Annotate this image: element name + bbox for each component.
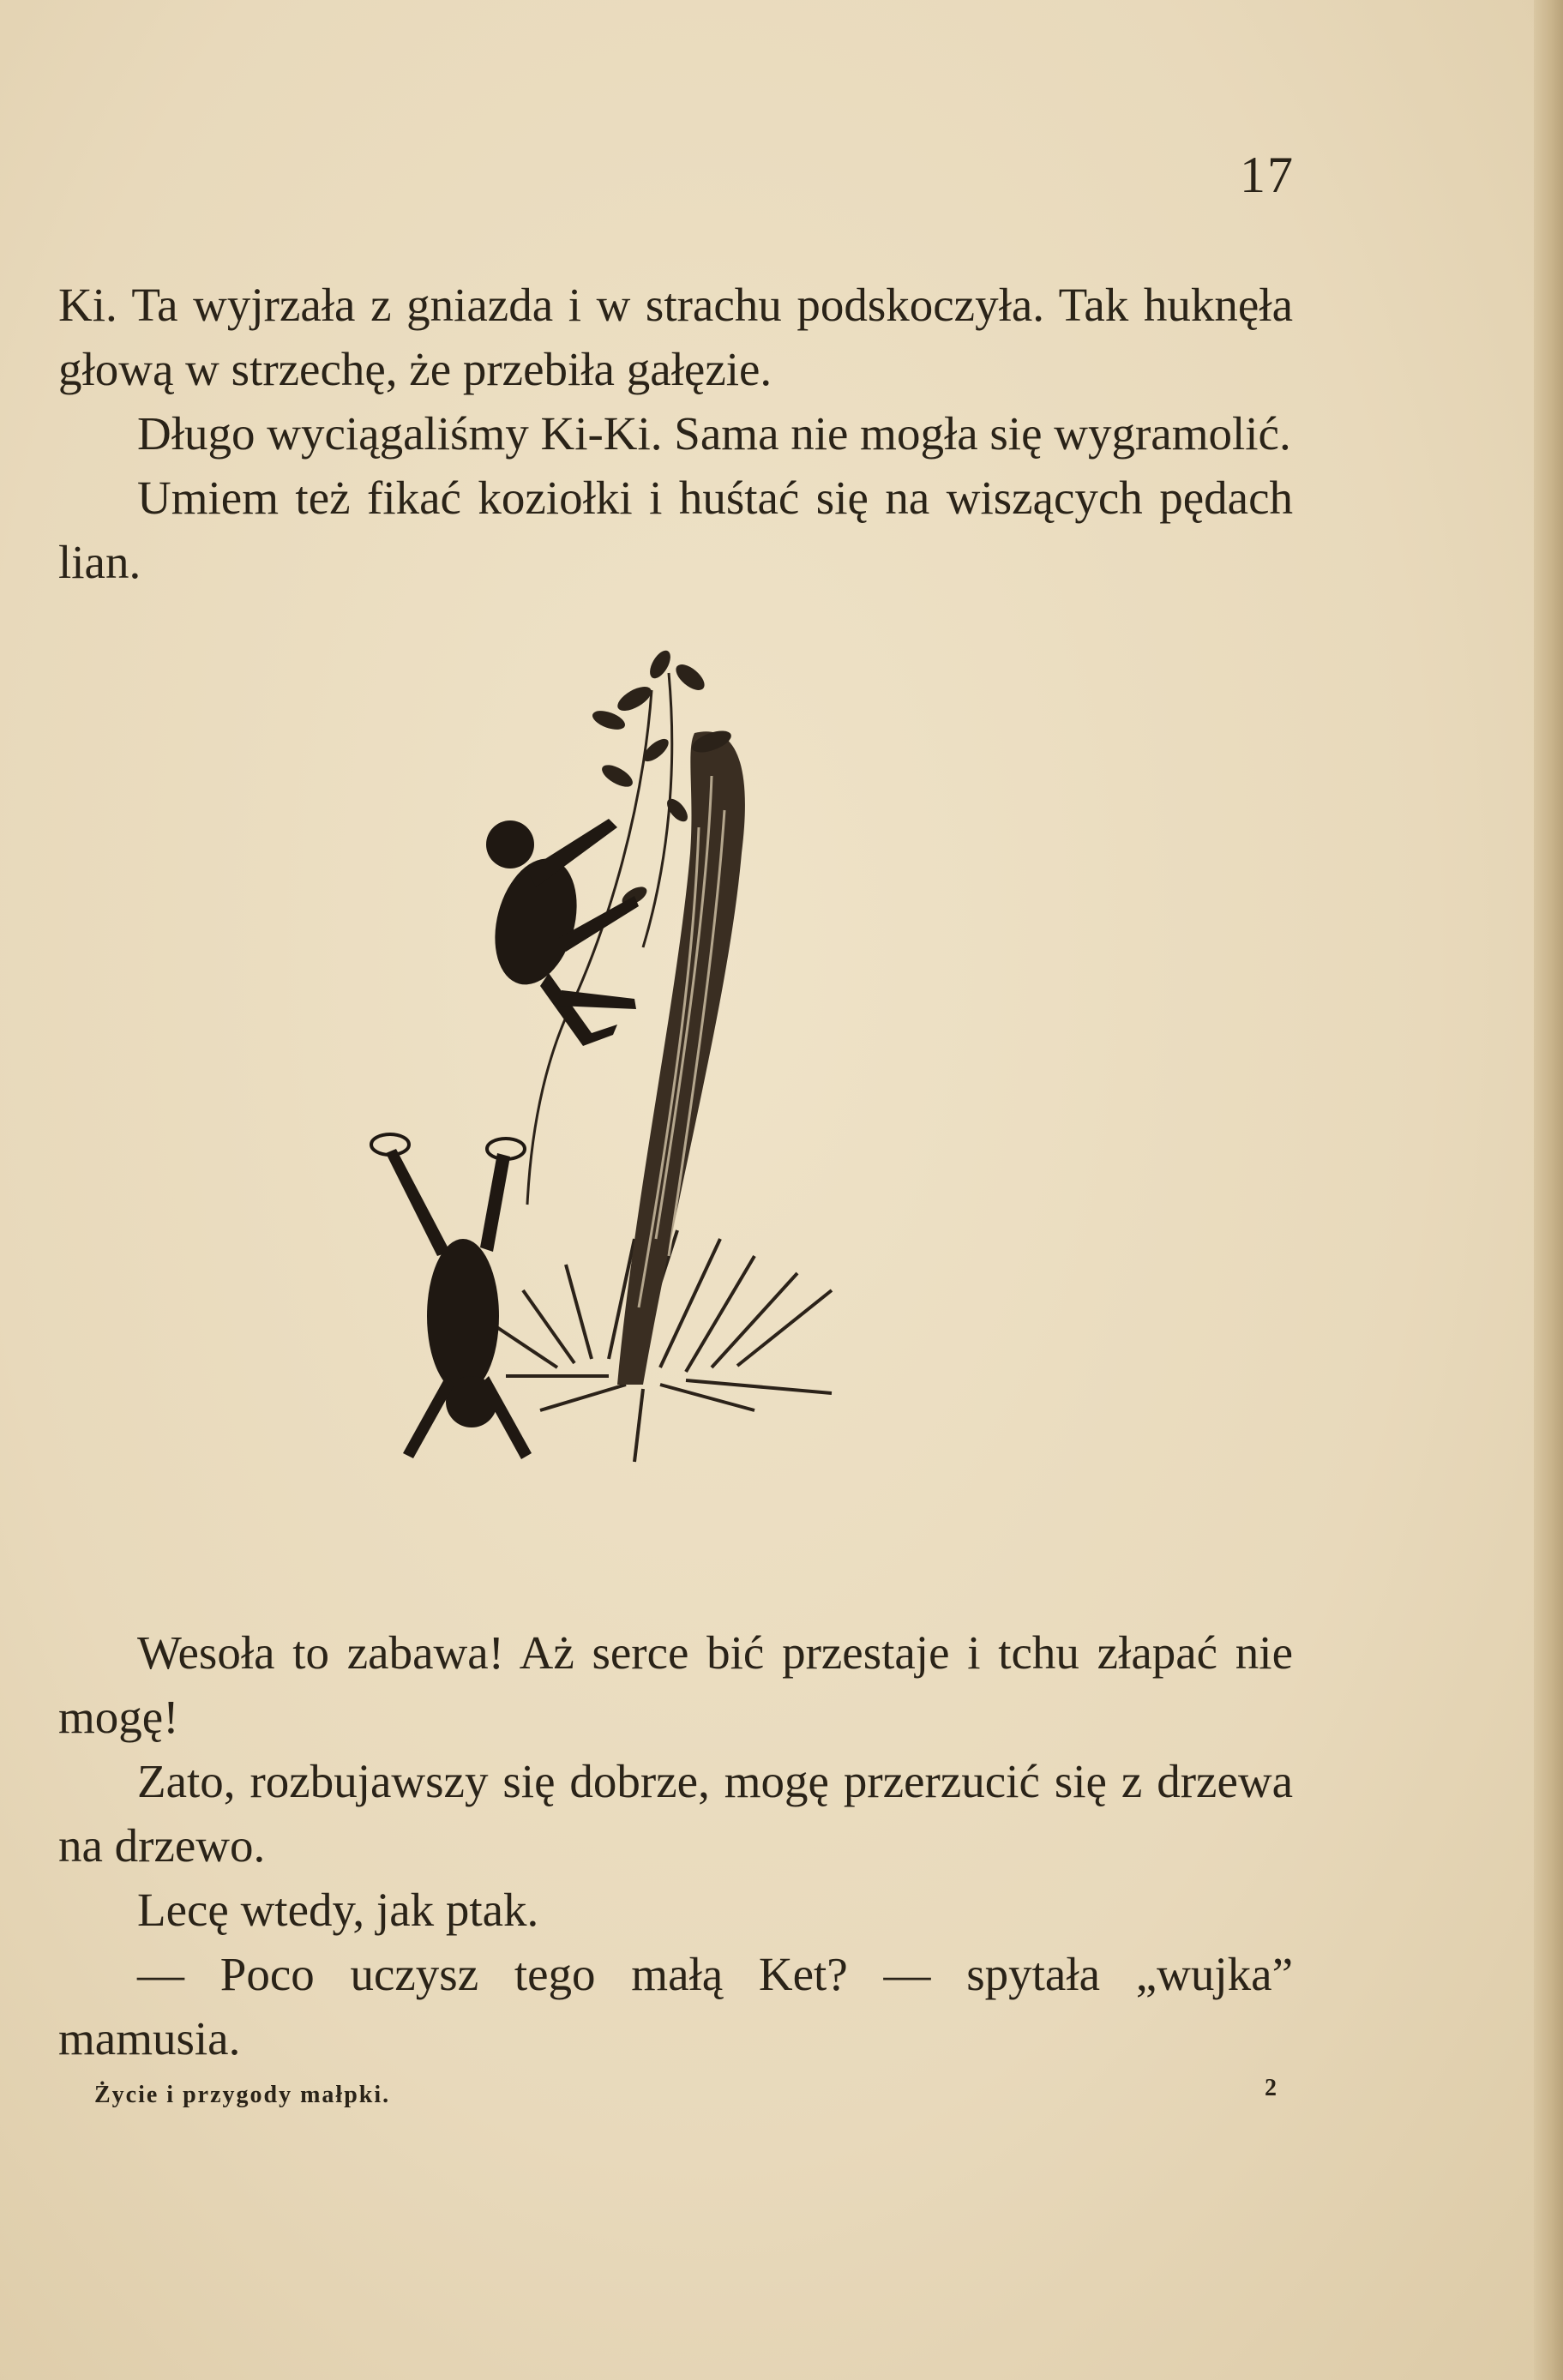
text-block-top xyxy=(58,273,1293,594)
paragraph: Długo wyciągaliśmy Ki-Ki. Sama nie mogła się wygramolić. xyxy=(137,407,1291,460)
page-number: 17 xyxy=(1240,147,1295,203)
tumbling-monkey xyxy=(371,1134,532,1459)
footer-book-title: Życie i przygody małpki. xyxy=(94,2082,391,2108)
paragraph: Wesoła to zabawa! Aż serce bić przestaje i tchu złapać nie mogę! xyxy=(58,1626,1293,1743)
paragraph: — Poco uczysz tego małą Ket? — spytała „wujka” mamusia. xyxy=(58,1948,1293,2064)
paragraph: Ki. Ta wyjrzała z gniazda i w strachu podskoczyła. Tak huknęła głową w strzechę, że przebiła gałęzie. xyxy=(58,279,1293,395)
tree-trunk xyxy=(617,731,745,1385)
climbing-monkey xyxy=(482,819,639,1046)
text-block-bottom xyxy=(58,1620,1293,2070)
paragraph: Lecę wtedy, jak ptak. xyxy=(137,1884,539,1936)
page-edge xyxy=(1534,0,1563,2380)
paragraph: Umiem też fikać koziołki i huśtać się na wiszących pędach lian. xyxy=(58,472,1293,588)
monkeys-illustration xyxy=(352,639,1020,1556)
footer-signature-mark: 2 xyxy=(1265,2075,1277,2101)
paragraph: Zato, rozbujawszy się dobrze, mogę przerzucić się z drzewa na drzewo. xyxy=(58,1755,1293,1872)
